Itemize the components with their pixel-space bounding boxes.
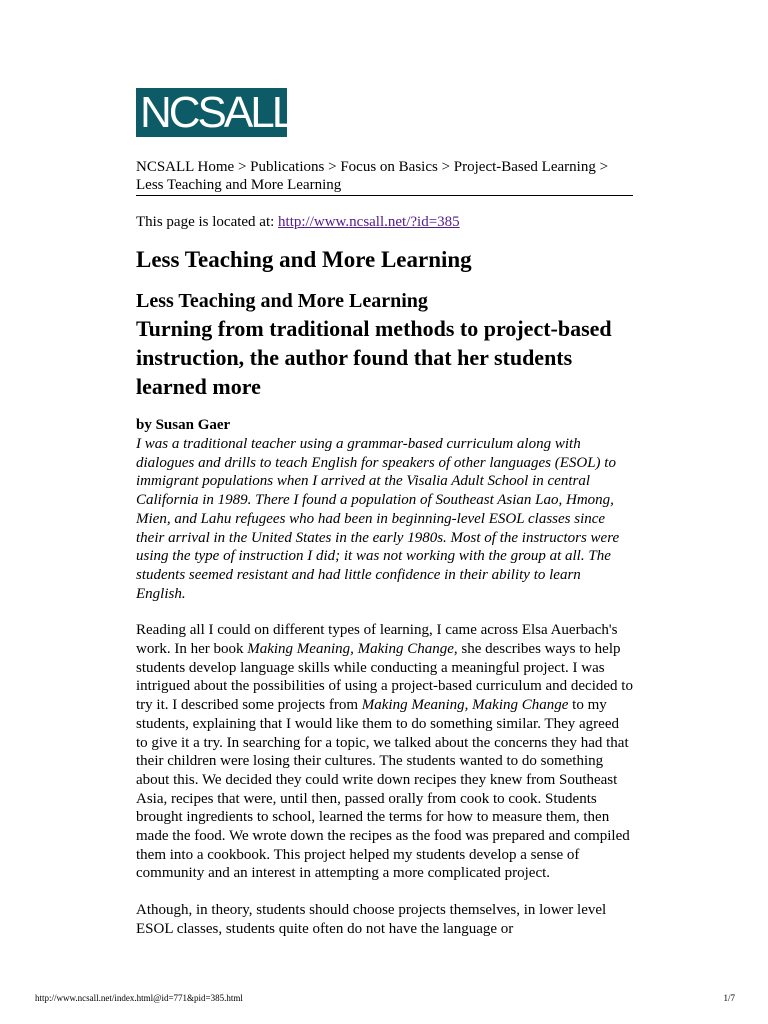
paragraph-text: to my students, explaining that I would like them to do something similar. They agreed to give it a try. In searching for a topic, we talked about the concerns they had that their children were losing their cultures. The students wanted to do something about this. We decided they could write down recipes they knew from Southeast Asia, recipes that were, until then, passed orally from cook to cook. Students brought ingredients to school, learned the terms for how to measure them, then made the food. We wrote down the recipes as the food was prepared and compiled them into a cookbook. This project helped my students develop a sense of community and an interest in attempting a more complicated project. <box>136 697 630 882</box>
breadcrumb-separator: > <box>441 159 451 175</box>
book-title: Making Meaning, Making Change <box>361 697 569 714</box>
logo-text: NCSALL <box>140 88 294 137</box>
article-paragraph <box>136 621 633 883</box>
book-title: Making Meaning, Making Change <box>247 641 454 658</box>
breadcrumb <box>136 158 633 196</box>
article-title: Less Teaching and More Learning <box>136 290 428 312</box>
location-url-link[interactable]: http://www.ncsall.net/?id=385 <box>278 214 460 230</box>
document-page <box>136 88 633 939</box>
article-paragraph: Athough, in theory, students should choose projects themselves, in lower level ESOL classes, students quite often do not have the language or <box>136 902 607 937</box>
footer-url: http://www.ncsall.net/index.html@id=771&pid=385.html <box>35 993 243 1003</box>
breadcrumb-separator: > <box>328 159 337 175</box>
breadcrumb-focus-on-basics-link[interactable]: Focus on Basics <box>340 159 438 175</box>
page-location <box>136 213 633 231</box>
breadcrumb-project-based-learning-link[interactable]: Project-Based Learning <box>453 159 596 175</box>
breadcrumb-publications-link[interactable]: Publications <box>250 159 325 175</box>
breadcrumb-home-link[interactable]: NCSALL Home <box>136 159 235 175</box>
article-byline: by Susan Gaer <box>136 417 231 433</box>
ncsall-logo[interactable] <box>136 88 294 137</box>
article-lede: I was a traditional teacher using a grammar-based curriculum along with dialogues and drills to teach English for speakers of other languages (ESOL) to immigrant populations when I arrived at the Visalia Adult School in central California in 1989. There I found a population of Southeast Asian Lao, Hmong, Mien, and Lahu refugees who had been in beginning-level ESOL classes since their arrival in the United States in the early 1980s. Most of the instructors were using the type of instruction I did; it was not working with the group at all. The students seemed resistant and had little confidence in their ability to learn English. <box>136 436 620 602</box>
location-label: This page is located at: <box>136 214 275 230</box>
page-title: Less Teaching and More Learning <box>136 247 472 272</box>
article-subtitle: Turning from traditional methods to project-based instruction, the author found that her students learned more <box>136 316 612 399</box>
breadcrumb-current: Less Teaching and More Learning <box>136 177 342 193</box>
breadcrumb-separator: > <box>237 159 247 175</box>
breadcrumb-separator: > <box>599 159 609 175</box>
paragraph-text: , she describes ways to help students develop language skills while conducting a meaningful project. I was intrigued about the possibilities of using a project-based curriculum and decided to try it. I described some projects from <box>136 641 633 714</box>
footer-page-number: 1/7 <box>723 993 735 1003</box>
paragraph-text: Reading all I could on different types of learning, I came across Elsa Auerbach's work. In her book <box>136 622 618 658</box>
